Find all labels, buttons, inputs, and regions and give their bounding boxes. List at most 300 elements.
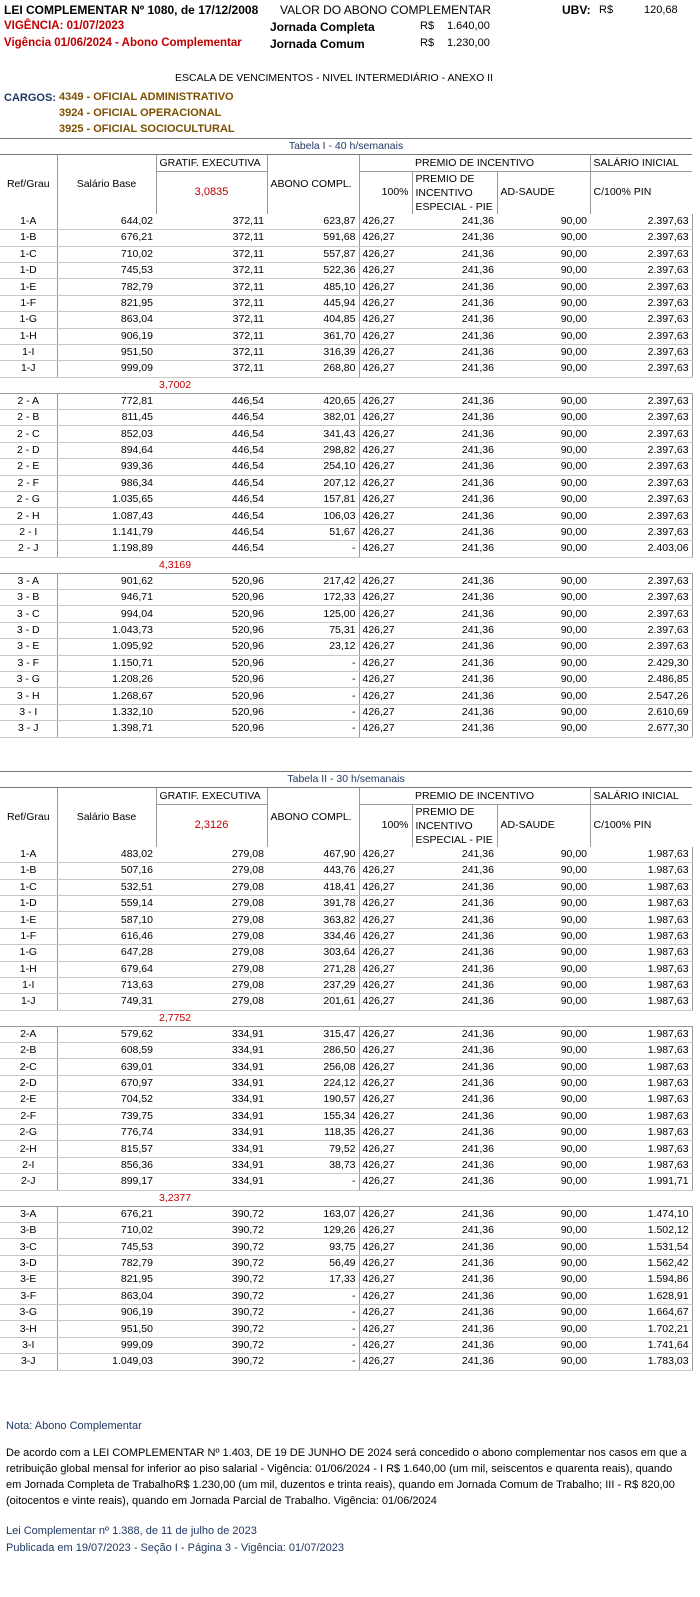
pie-cell: 241,36 bbox=[412, 541, 497, 557]
group-separator bbox=[0, 1190, 692, 1206]
ref-cell: 3-F bbox=[0, 1288, 57, 1304]
abono-cell: 157,81 bbox=[267, 492, 359, 508]
salary-table-40h bbox=[0, 138, 693, 738]
pie-cell: 241,36 bbox=[412, 1174, 497, 1190]
salario-inicial-cell: 1.987,63 bbox=[590, 994, 692, 1010]
table-row bbox=[0, 688, 692, 704]
table-row bbox=[0, 410, 692, 426]
col-header-100: 100% bbox=[359, 804, 412, 847]
col-header-pie: PREMIO DE INCENTIVO ESPECIAL - PIE bbox=[412, 804, 497, 847]
abono-cell: 557,87 bbox=[267, 246, 359, 262]
premio-100-cell: 426,27 bbox=[359, 1222, 412, 1238]
abono-cell: 418,41 bbox=[267, 879, 359, 895]
saude-cell: 90,00 bbox=[497, 442, 590, 458]
saude-cell: 90,00 bbox=[497, 344, 590, 360]
gratif-cell: 334,91 bbox=[156, 1125, 267, 1141]
table-row bbox=[0, 912, 692, 928]
note-lei: Lei Complementar nº 1.388, de 11 de julho de 2023 bbox=[6, 1525, 257, 1537]
abono-cell: 404,85 bbox=[267, 312, 359, 328]
ref-cell: 2 - E bbox=[0, 459, 57, 475]
gratif-cell: 390,72 bbox=[156, 1255, 267, 1271]
base-cell: 906,19 bbox=[57, 1304, 156, 1320]
gratif-cell: 446,54 bbox=[156, 410, 267, 426]
abono-cell: 163,07 bbox=[267, 1206, 359, 1222]
gratif-cell: 334,91 bbox=[156, 1059, 267, 1075]
premio-100-cell: 426,27 bbox=[359, 1337, 412, 1353]
table-row bbox=[0, 361, 692, 377]
abono-cell: 125,00 bbox=[267, 606, 359, 622]
pie-cell: 241,36 bbox=[412, 1059, 497, 1075]
base-cell: 856,36 bbox=[57, 1157, 156, 1173]
saude-cell: 90,00 bbox=[497, 1026, 590, 1042]
saude-cell: 90,00 bbox=[497, 262, 590, 278]
table-row bbox=[0, 945, 692, 961]
ref-cell: 3 - G bbox=[0, 671, 57, 687]
abono-cell: 23,12 bbox=[267, 639, 359, 655]
gratif-cell: 520,96 bbox=[156, 622, 267, 638]
gratif-cell: 279,08 bbox=[156, 928, 267, 944]
base-cell: 994,04 bbox=[57, 606, 156, 622]
premio-100-cell: 426,27 bbox=[359, 459, 412, 475]
abono-cell: 237,29 bbox=[267, 977, 359, 993]
base-cell: 899,17 bbox=[57, 1174, 156, 1190]
abono-cell: 172,33 bbox=[267, 589, 359, 605]
abono-cell: - bbox=[267, 1304, 359, 1320]
ref-cell: 2-J bbox=[0, 1174, 57, 1190]
abono-cell: - bbox=[267, 721, 359, 737]
table-row bbox=[0, 1043, 692, 1059]
saude-cell: 90,00 bbox=[497, 1043, 590, 1059]
separator-cell bbox=[412, 1190, 497, 1206]
base-cell: 532,51 bbox=[57, 879, 156, 895]
base-cell: 815,57 bbox=[57, 1141, 156, 1157]
pie-cell: 241,36 bbox=[412, 1288, 497, 1304]
base-cell: 863,04 bbox=[57, 1288, 156, 1304]
base-cell: 946,71 bbox=[57, 589, 156, 605]
separator-cell bbox=[267, 1010, 359, 1026]
saude-cell: 90,00 bbox=[497, 312, 590, 328]
group-separator bbox=[0, 1010, 692, 1026]
saude-cell: 90,00 bbox=[497, 573, 590, 589]
gratif-cell: 334,91 bbox=[156, 1043, 267, 1059]
salario-inicial-cell: 2.397,63 bbox=[590, 295, 692, 311]
premio-100-cell: 426,27 bbox=[359, 1288, 412, 1304]
col-header-100: 100% bbox=[359, 171, 412, 214]
gratif-cell: 520,96 bbox=[156, 704, 267, 720]
ref-cell: 2-I bbox=[0, 1157, 57, 1173]
col-header-pin: C/100% PIN bbox=[593, 186, 652, 199]
vigencia-abono: Vigência 01/06/2024 - Abono Complementar bbox=[4, 37, 242, 49]
ref-cell: 3 - D bbox=[0, 622, 57, 638]
salario-inicial-cell: 1.741,64 bbox=[590, 1337, 692, 1353]
salario-inicial-cell: 1.987,63 bbox=[590, 1043, 692, 1059]
gratif-cell: 334,91 bbox=[156, 1174, 267, 1190]
gratif-factor: 4,3169 bbox=[156, 557, 267, 573]
salario-inicial-cell: 1.987,63 bbox=[590, 1108, 692, 1124]
pie-cell: 241,36 bbox=[412, 1125, 497, 1141]
separator-cell bbox=[57, 377, 156, 393]
pie-cell: 241,36 bbox=[412, 262, 497, 278]
base-cell: 639,01 bbox=[57, 1059, 156, 1075]
separator-cell bbox=[590, 1010, 692, 1026]
pie-cell: 241,36 bbox=[412, 655, 497, 671]
pie-cell: 241,36 bbox=[412, 344, 497, 360]
premio-100-cell: 426,27 bbox=[359, 1125, 412, 1141]
table-row bbox=[0, 1108, 692, 1124]
col-header-base: Salário Base bbox=[57, 155, 156, 214]
table-row bbox=[0, 1321, 692, 1337]
base-cell: 749,31 bbox=[57, 994, 156, 1010]
ref-cell: 2 - F bbox=[0, 475, 57, 491]
ref-cell: 1-I bbox=[0, 344, 57, 360]
cargo-item: 4349 - OFICIAL ADMINISTRATIVO bbox=[59, 91, 234, 103]
salario-inicial-cell: 2.397,63 bbox=[590, 328, 692, 344]
gratif-cell: 279,08 bbox=[156, 912, 267, 928]
separator-cell bbox=[590, 557, 692, 573]
premio-100-cell: 426,27 bbox=[359, 994, 412, 1010]
premio-100-cell: 426,27 bbox=[359, 622, 412, 638]
base-cell: 1.087,43 bbox=[57, 508, 156, 524]
salario-inicial-cell: 2.397,63 bbox=[590, 589, 692, 605]
table-row bbox=[0, 847, 692, 863]
pie-cell: 241,36 bbox=[412, 912, 497, 928]
gratif-cell: 372,11 bbox=[156, 246, 267, 262]
abono-cell: - bbox=[267, 1288, 359, 1304]
salario-inicial-cell: 1.702,21 bbox=[590, 1321, 692, 1337]
saude-cell: 90,00 bbox=[497, 459, 590, 475]
abono-cell: - bbox=[267, 1174, 359, 1190]
table-row bbox=[0, 961, 692, 977]
gratif-cell: 279,08 bbox=[156, 847, 267, 863]
salario-inicial-cell: 1.987,63 bbox=[590, 977, 692, 993]
premio-100-cell: 426,27 bbox=[359, 1043, 412, 1059]
salario-inicial-cell: 2.429,30 bbox=[590, 655, 692, 671]
salario-inicial-cell: 2.397,63 bbox=[590, 410, 692, 426]
table-row bbox=[0, 1174, 692, 1190]
pie-cell: 241,36 bbox=[412, 1026, 497, 1042]
table-row bbox=[0, 879, 692, 895]
table-row bbox=[0, 671, 692, 687]
pie-cell: 241,36 bbox=[412, 1222, 497, 1238]
pie-cell: 241,36 bbox=[412, 410, 497, 426]
separator-cell bbox=[267, 557, 359, 573]
ref-cell: 3-E bbox=[0, 1272, 57, 1288]
gratif-cell: 334,91 bbox=[156, 1141, 267, 1157]
abono-cell: - bbox=[267, 655, 359, 671]
saude-cell: 90,00 bbox=[497, 426, 590, 442]
premio-100-cell: 426,27 bbox=[359, 589, 412, 605]
table-row bbox=[0, 639, 692, 655]
salario-inicial-cell: 1.987,63 bbox=[590, 912, 692, 928]
table-row bbox=[0, 1092, 692, 1108]
premio-100-cell: 426,27 bbox=[359, 655, 412, 671]
base-cell: 1.150,71 bbox=[57, 655, 156, 671]
abono-cell: 254,10 bbox=[267, 459, 359, 475]
separator-cell bbox=[57, 1010, 156, 1026]
saude-cell: 90,00 bbox=[497, 328, 590, 344]
premio-100-cell: 426,27 bbox=[359, 1026, 412, 1042]
abono-cell: 286,50 bbox=[267, 1043, 359, 1059]
base-cell: 676,21 bbox=[57, 1206, 156, 1222]
gratif-cell: 372,11 bbox=[156, 295, 267, 311]
base-cell: 772,81 bbox=[57, 393, 156, 409]
ref-cell: 3-J bbox=[0, 1354, 57, 1370]
pie-cell: 241,36 bbox=[412, 671, 497, 687]
abono-cell: 315,47 bbox=[267, 1026, 359, 1042]
premio-100-cell: 426,27 bbox=[359, 945, 412, 961]
pie-cell: 241,36 bbox=[412, 945, 497, 961]
ref-cell: 2 - I bbox=[0, 524, 57, 540]
separator-cell bbox=[412, 377, 497, 393]
ref-cell: 1-A bbox=[0, 214, 57, 230]
pie-cell: 241,36 bbox=[412, 847, 497, 863]
table-row bbox=[0, 328, 692, 344]
salario-inicial-cell: 2.397,63 bbox=[590, 508, 692, 524]
salario-inicial-cell: 2.397,63 bbox=[590, 279, 692, 295]
table-row bbox=[0, 262, 692, 278]
saude-cell: 90,00 bbox=[497, 895, 590, 911]
col-header-premio: PREMIO DE INCENTIVO bbox=[359, 788, 590, 804]
separator-cell bbox=[497, 1010, 590, 1026]
gratif-cell: 446,54 bbox=[156, 508, 267, 524]
abono-cell: - bbox=[267, 1354, 359, 1370]
salario-inicial-cell: 2.397,63 bbox=[590, 524, 692, 540]
abono-cell: 118,35 bbox=[267, 1125, 359, 1141]
escala-title: ESCALA DE VENCIMENTOS - NIVEL INTERMEDIÁRIO - ANEXO II bbox=[175, 72, 493, 84]
table-row bbox=[0, 1337, 692, 1353]
premio-100-cell: 426,27 bbox=[359, 721, 412, 737]
pie-cell: 241,36 bbox=[412, 1304, 497, 1320]
saude-cell: 90,00 bbox=[497, 1239, 590, 1255]
ref-cell: 2 - A bbox=[0, 393, 57, 409]
pie-cell: 241,36 bbox=[412, 1075, 497, 1091]
separator-cell bbox=[0, 1190, 57, 1206]
base-cell: 1.198,89 bbox=[57, 541, 156, 557]
table-row bbox=[0, 295, 692, 311]
col-header-saude: AD-SAUDE bbox=[497, 171, 590, 214]
saude-cell: 90,00 bbox=[497, 475, 590, 491]
premio-100-cell: 426,27 bbox=[359, 847, 412, 863]
ref-cell: 2 - H bbox=[0, 508, 57, 524]
base-cell: 1.095,92 bbox=[57, 639, 156, 655]
gratif-cell: 520,96 bbox=[156, 671, 267, 687]
pie-cell: 241,36 bbox=[412, 1157, 497, 1173]
ref-cell: 2 - D bbox=[0, 442, 57, 458]
col-header-ref: Ref/Grau bbox=[0, 788, 57, 847]
pie-cell: 241,36 bbox=[412, 573, 497, 589]
gratif-cell: 446,54 bbox=[156, 524, 267, 540]
gratif-cell: 520,96 bbox=[156, 589, 267, 605]
base-cell: 901,62 bbox=[57, 573, 156, 589]
gratif-cell: 390,72 bbox=[156, 1321, 267, 1337]
separator-cell bbox=[0, 377, 57, 393]
pie-cell: 241,36 bbox=[412, 279, 497, 295]
pie-cell: 241,36 bbox=[412, 1206, 497, 1222]
salario-inicial-cell: 2.403,06 bbox=[590, 541, 692, 557]
base-cell: 782,79 bbox=[57, 279, 156, 295]
abono-cell: 268,80 bbox=[267, 361, 359, 377]
separator-cell bbox=[0, 1010, 57, 1026]
premio-100-cell: 426,27 bbox=[359, 1304, 412, 1320]
saude-cell: 90,00 bbox=[497, 230, 590, 246]
table-row bbox=[0, 655, 692, 671]
abono-cell: 623,87 bbox=[267, 214, 359, 230]
table-row bbox=[0, 344, 692, 360]
saude-cell: 90,00 bbox=[497, 295, 590, 311]
premio-100-cell: 426,27 bbox=[359, 977, 412, 993]
separator-cell bbox=[267, 1190, 359, 1206]
premio-100-cell: 426,27 bbox=[359, 312, 412, 328]
abono-cell: 56,49 bbox=[267, 1255, 359, 1271]
cargos-label: CARGOS: bbox=[4, 92, 56, 104]
salario-inicial-cell: 2.547,26 bbox=[590, 688, 692, 704]
gratif-cell: 372,11 bbox=[156, 312, 267, 328]
salario-inicial-cell: 2.397,63 bbox=[590, 262, 692, 278]
base-cell: 710,02 bbox=[57, 246, 156, 262]
abono-cell: 129,26 bbox=[267, 1222, 359, 1238]
table-row bbox=[0, 1272, 692, 1288]
pie-cell: 241,36 bbox=[412, 214, 497, 230]
gratif-factor: 3,7002 bbox=[156, 377, 267, 393]
premio-100-cell: 426,27 bbox=[359, 262, 412, 278]
saude-cell: 90,00 bbox=[497, 671, 590, 687]
premio-100-cell: 426,27 bbox=[359, 863, 412, 879]
abono-cell: 256,08 bbox=[267, 1059, 359, 1075]
ubv-value: 120,68 bbox=[644, 4, 678, 16]
saude-cell: 90,00 bbox=[497, 977, 590, 993]
table-row bbox=[0, 246, 692, 262]
gratif-cell: 390,72 bbox=[156, 1222, 267, 1238]
salario-inicial-cell: 2.397,63 bbox=[590, 393, 692, 409]
gratif-cell: 390,72 bbox=[156, 1206, 267, 1222]
salario-inicial-cell: 1.628,91 bbox=[590, 1288, 692, 1304]
premio-100-cell: 426,27 bbox=[359, 879, 412, 895]
table-row bbox=[0, 1222, 692, 1238]
abono-cell: 591,68 bbox=[267, 230, 359, 246]
salario-inicial-cell: 2.397,63 bbox=[590, 459, 692, 475]
gratif-factor: 3,2377 bbox=[156, 1190, 267, 1206]
pie-cell: 241,36 bbox=[412, 961, 497, 977]
premio-100-cell: 426,27 bbox=[359, 279, 412, 295]
saude-cell: 90,00 bbox=[497, 1304, 590, 1320]
base-cell: 999,09 bbox=[57, 1337, 156, 1353]
premio-100-cell: 426,27 bbox=[359, 246, 412, 262]
saude-cell: 90,00 bbox=[497, 912, 590, 928]
ref-cell: 1-D bbox=[0, 262, 57, 278]
premio-100-cell: 426,27 bbox=[359, 328, 412, 344]
saude-cell: 90,00 bbox=[497, 393, 590, 409]
table-row bbox=[0, 541, 692, 557]
gratif-cell: 390,72 bbox=[156, 1354, 267, 1370]
table-row bbox=[0, 524, 692, 540]
col-header-saude: AD-SAUDE bbox=[497, 804, 590, 847]
gratif-cell: 520,96 bbox=[156, 639, 267, 655]
abono-cell: 334,46 bbox=[267, 928, 359, 944]
pie-cell: 241,36 bbox=[412, 508, 497, 524]
table-row bbox=[0, 721, 692, 737]
salario-inicial-cell: 1.987,63 bbox=[590, 1075, 692, 1091]
ref-cell: 2-C bbox=[0, 1059, 57, 1075]
separator-cell bbox=[359, 1190, 412, 1206]
salario-inicial-cell: 2.397,63 bbox=[590, 344, 692, 360]
saude-cell: 90,00 bbox=[497, 492, 590, 508]
ref-cell: 1-D bbox=[0, 895, 57, 911]
abono-cell: 316,39 bbox=[267, 344, 359, 360]
pie-cell: 241,36 bbox=[412, 246, 497, 262]
saude-cell: 90,00 bbox=[497, 863, 590, 879]
saude-cell: 90,00 bbox=[497, 1255, 590, 1271]
salario-inicial-cell: 2.397,63 bbox=[590, 230, 692, 246]
pie-cell: 241,36 bbox=[412, 393, 497, 409]
premio-100-cell: 426,27 bbox=[359, 426, 412, 442]
saude-cell: 90,00 bbox=[497, 622, 590, 638]
ref-cell: 3-G bbox=[0, 1304, 57, 1320]
pie-cell: 241,36 bbox=[412, 312, 497, 328]
salario-inicial-cell: 2.397,63 bbox=[590, 622, 692, 638]
pie-cell: 241,36 bbox=[412, 994, 497, 1010]
pie-cell: 241,36 bbox=[412, 1108, 497, 1124]
salario-inicial-cell: 1.562,42 bbox=[590, 1255, 692, 1271]
abono-title: VALOR DO ABONO COMPLEMENTAR bbox=[280, 3, 491, 17]
jornada-completa-label: Jornada Completa bbox=[270, 20, 375, 34]
salario-inicial-cell: 2.397,63 bbox=[590, 312, 692, 328]
table-row bbox=[0, 1075, 692, 1091]
pie-cell: 241,36 bbox=[412, 895, 497, 911]
saude-cell: 90,00 bbox=[497, 1174, 590, 1190]
ref-cell: 1-E bbox=[0, 912, 57, 928]
abono-cell: 420,65 bbox=[267, 393, 359, 409]
ubv-currency: R$ bbox=[599, 4, 614, 16]
saude-cell: 90,00 bbox=[497, 879, 590, 895]
table-row bbox=[0, 1288, 692, 1304]
premio-100-cell: 426,27 bbox=[359, 1059, 412, 1075]
base-cell: 1.268,67 bbox=[57, 688, 156, 704]
base-cell: 1.208,26 bbox=[57, 671, 156, 687]
premio-100-cell: 426,27 bbox=[359, 1108, 412, 1124]
separator-cell bbox=[412, 557, 497, 573]
table-row bbox=[0, 1206, 692, 1222]
pie-cell: 241,36 bbox=[412, 475, 497, 491]
base-cell: 679,64 bbox=[57, 961, 156, 977]
gratif-cell: 520,96 bbox=[156, 655, 267, 671]
ref-cell: 2 - B bbox=[0, 410, 57, 426]
saude-cell: 90,00 bbox=[497, 1075, 590, 1091]
base-cell: 710,02 bbox=[57, 1222, 156, 1238]
ref-cell: 1-F bbox=[0, 295, 57, 311]
abono-cell: 224,12 bbox=[267, 1075, 359, 1091]
abono-cell: 190,57 bbox=[267, 1092, 359, 1108]
premio-100-cell: 426,27 bbox=[359, 508, 412, 524]
abono-cell: 207,12 bbox=[267, 475, 359, 491]
gratif-cell: 334,91 bbox=[156, 1075, 267, 1091]
table-row bbox=[0, 214, 692, 230]
abono-cell: 271,28 bbox=[267, 961, 359, 977]
pie-cell: 241,36 bbox=[412, 879, 497, 895]
salario-inicial-cell: 1.987,63 bbox=[590, 928, 692, 944]
base-cell: 1.043,73 bbox=[57, 622, 156, 638]
table-row bbox=[0, 622, 692, 638]
ref-cell: 3 - F bbox=[0, 655, 57, 671]
base-cell: 1.398,71 bbox=[57, 721, 156, 737]
salario-inicial-cell: 1.987,63 bbox=[590, 945, 692, 961]
premio-100-cell: 426,27 bbox=[359, 912, 412, 928]
table-row bbox=[0, 393, 692, 409]
pie-cell: 241,36 bbox=[412, 361, 497, 377]
premio-100-cell: 426,27 bbox=[359, 541, 412, 557]
base-cell: 821,95 bbox=[57, 295, 156, 311]
base-cell: 1.035,65 bbox=[57, 492, 156, 508]
base-cell: 811,45 bbox=[57, 410, 156, 426]
